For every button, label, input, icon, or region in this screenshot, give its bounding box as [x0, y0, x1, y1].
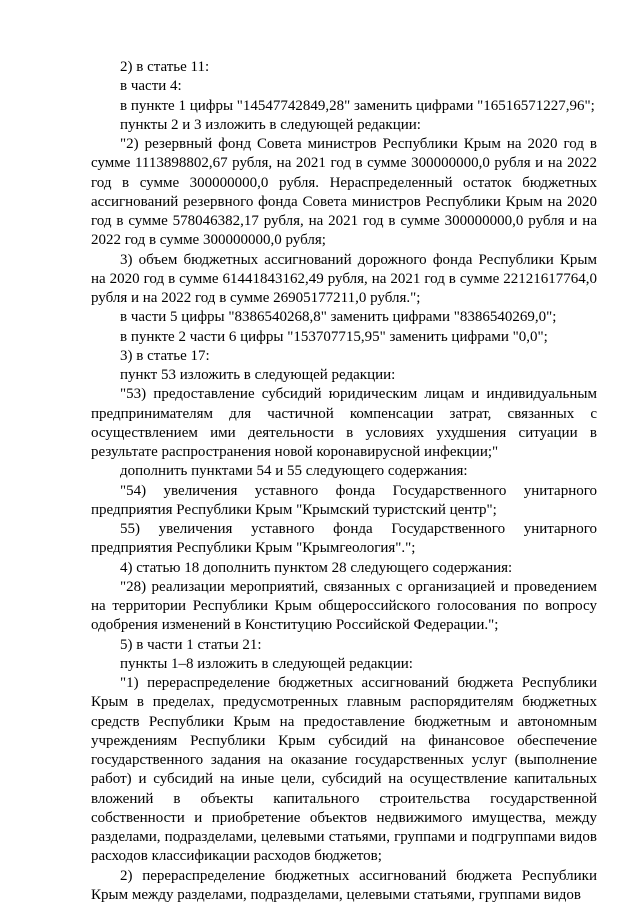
paragraph: 2) в статье 11: — [91, 58, 597, 77]
document-page — [91, 58, 597, 905]
paragraph: "1) перераспределение бюджетных ассигнований бюджета Республики Крым в пределах, предусмотренных главным распорядителям бюджетных средств Республики Крым на предоставление бюджетным и автономным учреждениям Республики Крым субсидий на финансовое обеспечение государственного задания на оказание государственных услуг (выполнение работ) и субсидий на иные цели, субсидий на осуществление капитальных вложений в объекты капитального строительства государственной собственности и приобретение объектов недвижимого имущества, между разделами, подразделами, целевыми статьями, группами и подгруппами видов расходов классификации расходов бюджетов; — [91, 674, 597, 867]
paragraph: 3) объем бюджетных ассигнований дорожного фонда Республики Крым на 2020 год в сумме 61441843162,49 рубля, на 2021 год в сумме 22121617764,0 рубля и на 2022 год в сумме 26905177211,0 рубля."; — [91, 251, 597, 309]
paragraph: пункты 2 и 3 изложить в следующей редакции: — [91, 116, 597, 135]
paragraph: "53) предоставление субсидий юридическим лицам и индивидуальным предпринимателям для частичной компенсации затрат, связанных с осуществлением ими деятельности в условиях ухудшения ситуации в результате распространения новой коронавирусной инфекции;" — [91, 385, 597, 462]
paragraph: 3) в статье 17: — [91, 347, 597, 366]
paragraph: "28) реализации мероприятий, связанных с организацией и проведением на территории Республики Крым общероссийского голосования по вопросу одобрения изменений в Конституцию Российской Федерации."; — [91, 578, 597, 636]
paragraph: 4) статью 18 дополнить пунктом 28 следующего содержания: — [91, 559, 597, 578]
paragraph: 5) в части 1 статьи 21: — [91, 636, 597, 655]
paragraph: 2) перераспределение бюджетных ассигнований бюджета Республики Крым между разделами, подразделами, целевыми статьями, группами видов — [91, 867, 597, 905]
paragraph: в пункте 1 цифры "14547742849,28" заменить цифрами "16516571227,96"; — [91, 97, 597, 116]
paragraph: в части 4: — [91, 77, 597, 96]
paragraph: в пункте 2 части 6 цифры "153707715,95" заменить цифрами "0,0"; — [91, 328, 597, 347]
paragraph: "54) увеличения уставного фонда Государственного унитарного предприятия Республики Крым "Крымский туристский центр"; — [91, 482, 597, 521]
paragraph: пункты 1–8 изложить в следующей редакции: — [91, 655, 597, 674]
paragraph: 55) увеличения уставного фонда Государственного унитарного предприятия Республики Крым "Крымгеология"."; — [91, 520, 597, 559]
paragraph: "2) резервный фонд Совета министров Республики Крым на 2020 год в сумме 1113898802,67 рубля, на 2021 год в сумме 300000000,0 рубля и на 2022 год в сумме 300000000,0 рубля. Нераспределенный остаток бюджетных ассигнований резервного фонда Совета министров Республики Крым на 2020 год в сумме 578046382,17 рубля, на 2021 год в сумме 300000000,0 рубля и на 2022 год в сумме 300000000,0 рубля; — [91, 135, 597, 251]
paragraph: пункт 53 изложить в следующей редакции: — [91, 366, 597, 385]
paragraph: в части 5 цифры "8386540268,8" заменить цифрами "8386540269,0"; — [91, 308, 597, 327]
paragraph: дополнить пунктами 54 и 55 следующего содержания: — [91, 462, 597, 481]
